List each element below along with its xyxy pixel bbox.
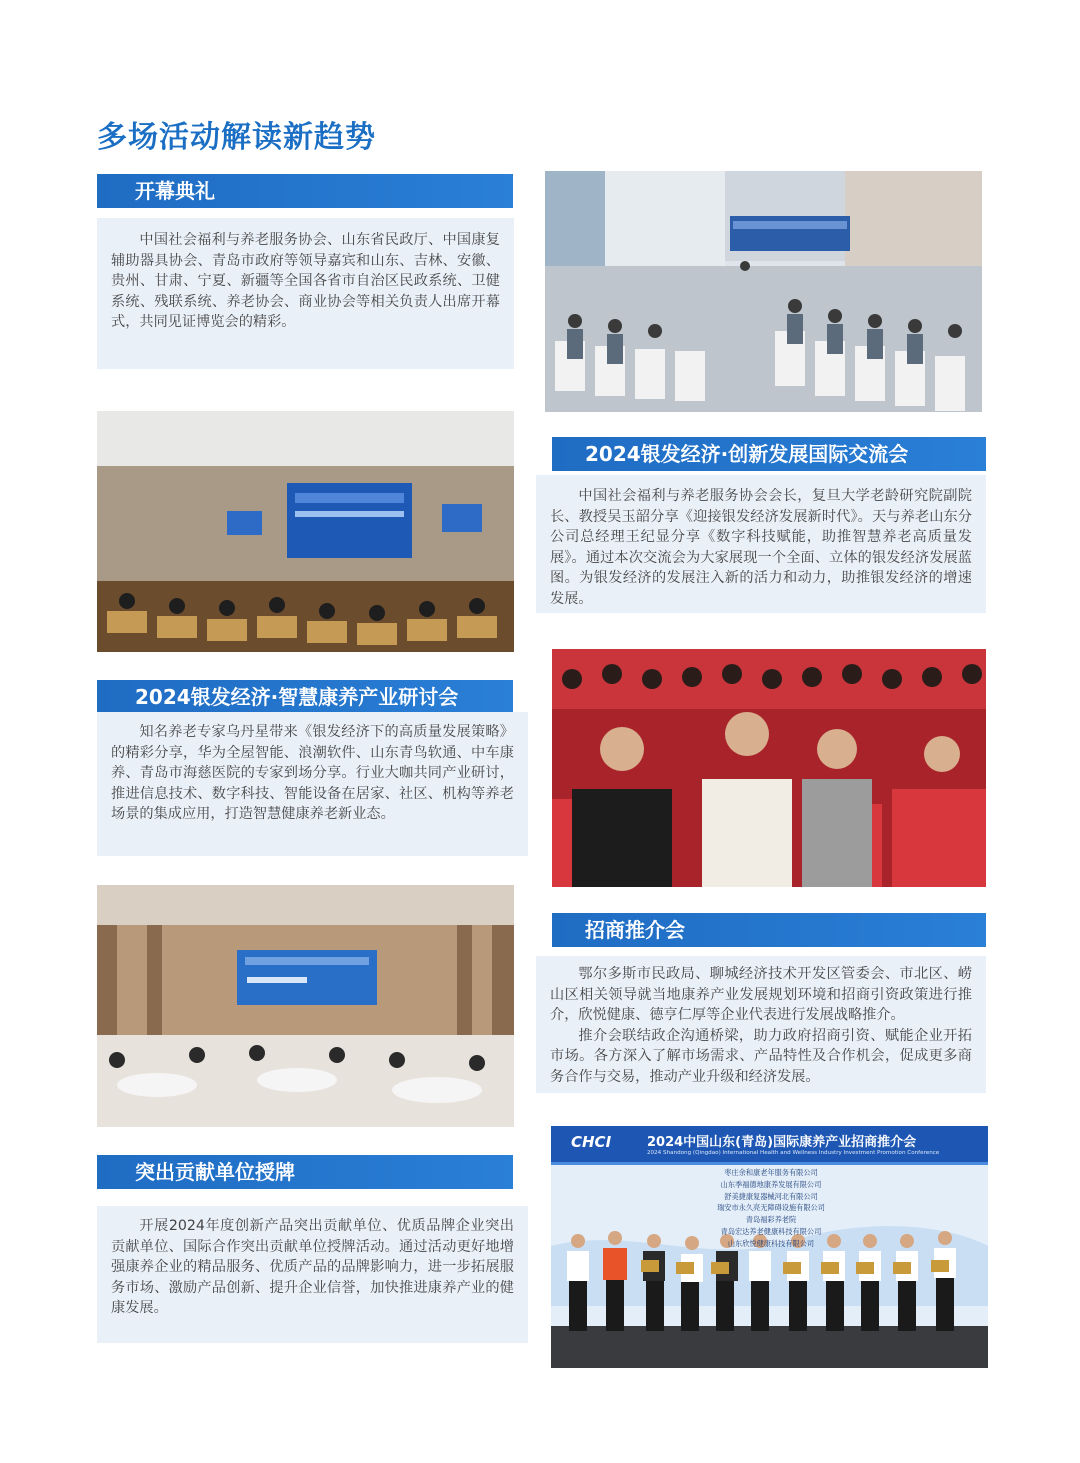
award-ceremony-photo (551, 1126, 988, 1368)
section-paragraph: 开展2024年度创新产品突出贡献单位、优质品牌企业突出贡献单位、国际合作突出贡献单位授牌活动。通过活动更好地增强康养企业的精品服务、优质产品的品牌影响力，进一步拓展服务市场、激励产品创新、提升企业信誉，加快推进康养产业的健康发展。 (111, 1218, 514, 1317)
company-name: 山东季福德地康养发展有限公司 (720, 1179, 822, 1189)
section-body (97, 218, 514, 369)
page-title: 多场活动解读新趋势 (97, 120, 376, 155)
exchange-forum-photo (97, 411, 514, 652)
company-name: 枣庄余和康老年服务有限公司 (724, 1168, 818, 1177)
company-name: 青岛宏达养老健康科技有限公司 (720, 1226, 822, 1236)
section-paragraph: 中国社会福利与养老服务协会、山东省民政厅、中国康复辅助器具协会、青岛市政府等领导嘉宾和山东、吉林、安徽、贵州、甘肃、宁夏、新疆等全国各省市自治区民政系统、卫健系统、残联系统、养老协会、商业协会等相关负责人出席开幕式，共同见证博览会的精彩。 (111, 232, 500, 331)
section-header: 突出贡献单位授牌 (97, 1155, 513, 1189)
banner-title: 2024中国山东(青岛)国际康养产业招商推介会 (647, 1135, 917, 1150)
seminar-audience-photo (552, 649, 986, 887)
section-body (97, 1206, 528, 1343)
section-header: 2024银发经济·智慧康养产业研讨会 (97, 680, 513, 714)
chci-logo: CHCI (571, 1133, 612, 1151)
investment-promotion-photo (97, 885, 514, 1127)
section-header: 招商推介会 (552, 913, 986, 947)
section-paragraph: 知名养老专家乌丹星带来《银发经济下的高质量发展策略》的精彩分享，华为全屋智能、浪潮软件、山东青鸟软通、中车康养、青岛市海慈医院的专家到场分享。行业大咖共同产业研讨，推进信息技术、数字科技、智能设备在居家、社区、机构等养老场景的集成应用，打造智慧健康养老新业态。 (111, 724, 514, 823)
section-paragraph: 推介会联结政企沟通桥梁，助力政府招商引资、赋能企业开拓市场。各方深入了解市场需求、产品特性及合作机会，促成更多商务合作与交易，推动产业升级和经济发展。 (550, 1027, 972, 1085)
company-name: 青岛福彩养老院 (745, 1215, 797, 1225)
company-name: 山东欣悦健康科技有限公司 (727, 1238, 815, 1248)
section-paragraph: 中国社会福利与养老服务协会会长，复旦大学老龄研究院副院长、教授吴玉韶分享《迎接银发经济发展新时代》。天与养老山东分公司总经理王纪显分享《数字科技赋能，助推智慧养老高质量发展》。通过本次交流会为大家展现一个全面、立体的银发经济发展蓝图。为银发经济的发展注入新的活力和动力，助推银发经济的增速发展。 (550, 488, 972, 607)
section-body (536, 956, 986, 1093)
opening-ceremony-photo (545, 171, 982, 412)
section-header: 开幕典礼 (97, 174, 513, 208)
section-paragraph: 鄂尔多斯市民政局、聊城经济技术开发区管委会、市北区、崂山区相关领导就当地康养产业发展规划环境和招商引资政策进行推介，欣悦健康、德亨仁厚等企业代表进行发展战略推介。 (550, 966, 972, 1024)
banner-subtitle: 2024 Shandong (Qingdao) International Health and Wellness Industry Investment Promotion Conference (647, 1150, 940, 1156)
section-body (536, 475, 986, 613)
section-body (97, 712, 528, 856)
company-name: 舒美捷康复器械河北有限公司 (724, 1191, 818, 1201)
award-banner (551, 1126, 988, 1164)
award-company-list (671, 1167, 871, 1250)
section-header: 2024银发经济·创新发展国际交流会 (552, 437, 986, 471)
company-name: 瑞安市永久亮无障碍设施有限公司 (717, 1203, 825, 1213)
